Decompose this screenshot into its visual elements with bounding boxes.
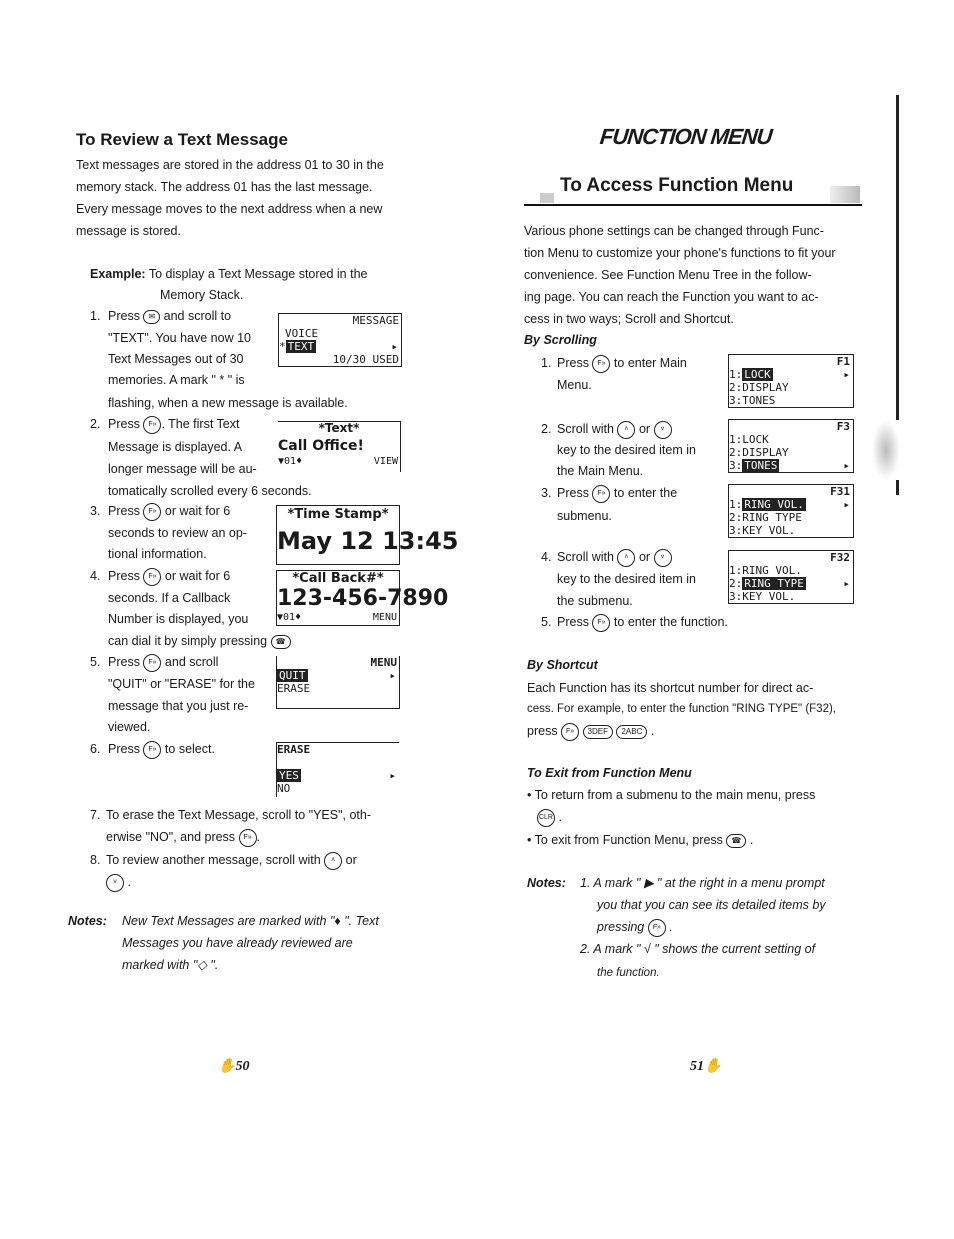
step-text: and scroll to — [163, 309, 232, 323]
lcd-submenu-f31 — [728, 484, 854, 538]
lcd-index: 1: — [729, 498, 743, 511]
scroll-up-key-icon: ˄ — [617, 421, 635, 439]
lcd-title: F1 — [836, 355, 850, 368]
lcd-line: 2:DISPLAY — [729, 446, 789, 459]
function-key-icon: F» — [143, 503, 161, 521]
new-mark-icon: ♦ — [295, 612, 302, 623]
lcd-softkey: MENU — [372, 612, 397, 623]
step-text: Press — [557, 356, 589, 370]
lcd-line: 3:KEY VOL. — [729, 590, 796, 603]
function-key-icon: F» — [143, 416, 161, 434]
lcd-line: 3:TONES — [729, 394, 776, 407]
step-text: or wait for 6 — [164, 569, 231, 583]
rstep-4-line: key to the desired item in — [557, 572, 696, 586]
lcd-line: 1:LOCK — [729, 433, 769, 446]
lcd-title: F31 — [830, 485, 850, 498]
step-5-line-1 — [108, 651, 218, 673]
rstep-1-line-1 — [557, 352, 687, 374]
lcd-line: 123-456-7890 — [277, 586, 449, 611]
rstep-2-number: 2. — [541, 422, 552, 436]
step-text: Press — [557, 486, 589, 500]
intro-line: memory stack. The address 01 has the last message. — [76, 180, 373, 194]
lcd-line: 1:RING VOL. — [729, 564, 802, 577]
step-5-line: "QUIT" or "ERASE" for the — [108, 677, 255, 691]
review-heading: To Review a Text Message — [76, 130, 288, 149]
step-1-line: flashing, when a new message is available. — [108, 396, 348, 410]
step-text: to enter Main — [613, 356, 687, 370]
right-arrow-icon: ▸ — [389, 669, 396, 682]
page-number-left — [218, 1058, 249, 1075]
key-3-icon: 3DEF — [583, 725, 613, 739]
by-shortcut-heading: By Shortcut — [527, 658, 598, 672]
lcd-line: NO — [277, 782, 291, 795]
function-key-icon: F» — [592, 485, 610, 503]
lcd-line: May 12 13:45 — [277, 527, 459, 555]
step-text: . The first Text — [161, 417, 240, 431]
note-line-3: pressing F» . — [597, 916, 673, 938]
step-2-number: 2. — [90, 417, 101, 431]
page-edge-shadow — [872, 420, 900, 480]
right-arrow-icon: ▸ — [843, 368, 850, 381]
lcd-line: 10/30 USED — [332, 353, 399, 366]
lcd-selected: TONES — [744, 459, 778, 472]
rstep-3-line: submenu. — [557, 509, 612, 523]
talk-key-icon: ☎ — [271, 635, 291, 649]
access-heading: To Access Function Menu — [560, 175, 794, 196]
step-2-line: Message is displayed. A — [108, 440, 243, 454]
example-label: Example: — [90, 267, 146, 281]
step-1-line: "TEXT". You have now 10 — [108, 331, 251, 345]
rstep-4-line: the submenu. — [557, 594, 633, 608]
intro-line: cess in two ways; Scroll and Shortcut. — [524, 312, 734, 326]
function-key-icon: F» — [592, 355, 610, 373]
lcd-line: 3:KEY VOL. — [729, 524, 796, 537]
page-number-right — [690, 1058, 721, 1075]
step-1-line: memories. A mark " * " is — [108, 373, 245, 387]
lcd-main-menu-f1 — [728, 354, 854, 408]
lcd-title: MESSAGE — [352, 314, 399, 327]
page-number-text: 51 — [690, 1059, 704, 1074]
lcd-line: 2:RING TYPE — [729, 511, 802, 524]
key-2-icon: 2ABC — [616, 725, 647, 739]
right-arrow-icon: ▸ — [843, 459, 850, 472]
heading-tab-right — [830, 186, 860, 203]
lcd-line: *Time Stamp* — [287, 507, 389, 522]
rstep-2-line: key to the desired item in — [557, 443, 696, 457]
step-text: or — [638, 550, 651, 564]
scroll-down-key-icon: ˅ — [654, 421, 672, 439]
lcd-quit-erase — [276, 656, 400, 709]
step-6-number: 6. — [90, 742, 101, 756]
step-text: to select. — [164, 742, 215, 756]
rstep-1-line: Menu. — [557, 378, 592, 392]
step-7-line-2 — [106, 826, 260, 848]
example-text: To display a Text Message stored in the — [148, 267, 368, 281]
exit-item-1-key: CLR . — [537, 806, 562, 828]
function-key-icon: F» — [648, 919, 666, 937]
lcd-selected: RING TYPE — [744, 577, 804, 590]
step-3-line: tional information. — [108, 547, 207, 561]
step-4-line-5 — [108, 630, 291, 652]
lcd-selected: QUIT — [279, 669, 306, 682]
page-number-text: 50 — [235, 1059, 250, 1074]
step-text: erwise "NO", and press — [106, 830, 236, 844]
step-text: Press — [108, 655, 140, 669]
scroll-down-key-icon: ˅ — [654, 549, 672, 567]
function-key-icon: F» — [561, 723, 579, 741]
step-1-line: Text Messages out of 30 — [108, 352, 244, 366]
lcd-index: 1: — [729, 368, 743, 381]
step-text: or — [638, 422, 651, 436]
exit-item-2: • To exit from Function Menu, press ☎ . — [527, 833, 754, 847]
example-text-2: Memory Stack. — [160, 288, 244, 302]
heading-tab-left — [540, 193, 554, 203]
shortcut-line-3: press F» 3DEF 2ABC . — [527, 720, 654, 742]
rstep-2-line: the Main Menu. — [557, 464, 644, 478]
rstep-5-line-1 — [557, 611, 728, 633]
step-text: press — [527, 724, 558, 738]
step-8-line-2: ˅ . — [106, 871, 131, 893]
intro-line: Text messages are stored in the address 01 to 30 in the — [76, 158, 384, 172]
note-line: the function. — [597, 967, 660, 979]
scroll-up-key-icon: ˄ — [324, 852, 342, 870]
lcd-call-back — [276, 570, 449, 626]
step-7-number: 7. — [90, 808, 101, 822]
rstep-2-line-1 — [557, 418, 672, 440]
step-4-line-1 — [108, 565, 230, 587]
shortcut-line: Each Function has its shortcut number for direct ac- — [527, 681, 814, 695]
shortcut-line: cess. For example, to enter the function "RING TYPE" (F32), — [527, 703, 836, 715]
antenna-icon: ▼ — [278, 456, 285, 467]
step-text: to enter the — [613, 486, 678, 500]
lcd-index: 2: — [729, 577, 743, 590]
step-text: pressing — [597, 920, 645, 934]
scroll-down-key-icon: ˅ — [106, 874, 124, 892]
lcd-erase-confirm — [276, 742, 399, 797]
function-key-icon: F» — [143, 654, 161, 672]
function-key-icon: F» — [239, 829, 257, 847]
step-text: Press — [108, 417, 140, 431]
notes-label: Notes: — [68, 914, 107, 928]
intro-line: ing page. You can reach the Function you want to ac- — [524, 290, 819, 304]
lcd-selected: LOCK — [744, 368, 771, 381]
right-arrow-icon: ▸ — [391, 340, 398, 353]
intro-line: convenience. See Function Menu Tree in the follow- — [524, 268, 812, 282]
lcd-line: VOICE — [285, 327, 319, 340]
step-text: Press — [108, 569, 140, 583]
lcd-softkey: VIEW — [373, 456, 398, 467]
new-mark-icon: ♦ — [296, 456, 303, 467]
step-text: Scroll with — [557, 550, 614, 564]
step-6-line-1 — [108, 738, 215, 760]
lcd-title: F3 — [836, 420, 850, 433]
lcd-main-menu-f3 — [728, 419, 854, 473]
exit-text: To return from a submenu to the main menu, press — [534, 788, 816, 802]
step-text: Scroll with — [557, 422, 614, 436]
rstep-4-line-1 — [557, 546, 672, 568]
step-2-line-1 — [108, 413, 239, 435]
lcd-title: F32 — [830, 551, 850, 564]
lcd-address: 01 — [283, 612, 296, 623]
step-5-line: message that you just re- — [108, 699, 249, 713]
step-text: Press — [108, 504, 140, 518]
access-intro — [524, 220, 869, 330]
by-scrolling-heading: By Scrolling — [524, 333, 597, 347]
lcd-title: MENU — [370, 656, 397, 669]
lcd-text-message — [278, 421, 401, 472]
exit-text: To exit from Function Menu, press — [534, 833, 723, 847]
hand-icon: ✋ — [218, 1059, 236, 1074]
message-key-icon: ✉ — [143, 310, 160, 324]
right-arrow-icon: ▸ — [843, 498, 850, 511]
step-4-number: 4. — [90, 569, 101, 583]
step-2-line: longer message will be au- — [108, 462, 257, 476]
lcd-selected: YES — [279, 769, 299, 782]
lcd-line: 2:DISPLAY — [729, 381, 789, 394]
note-line: 2. A mark " √ " shows the current setting of — [580, 942, 816, 956]
section-title: FUNCTION MENU — [598, 124, 773, 149]
lcd-title: ERASE — [277, 743, 311, 756]
note-line: New Text Messages are marked with "♦ ". Text — [122, 914, 379, 928]
lcd-submenu-f32 — [728, 550, 854, 604]
step-text: . — [256, 830, 261, 844]
step-5-number: 5. — [90, 655, 101, 669]
step-text: Press — [557, 615, 589, 629]
exit-item-1: • To return from a submenu to the main menu, press — [527, 788, 816, 802]
note-line: you that you can see its detailed items by — [597, 898, 826, 912]
step-1-line-1 — [108, 305, 231, 327]
intro-line: tion Menu to customize your phone's functions to fit your — [524, 246, 836, 260]
step-3-number: 3. — [90, 504, 101, 518]
exit-heading: To Exit from Function Menu — [527, 766, 692, 780]
step-3-line-1 — [108, 500, 230, 522]
step-4-line: Number is displayed, you — [108, 612, 249, 626]
lcd-selected: TEXT — [287, 340, 315, 353]
step-text: To review another message, scroll with — [106, 853, 321, 867]
step-8-number: 8. — [90, 853, 101, 867]
intro-line: message is stored. — [76, 224, 181, 238]
step-text: or — [345, 853, 357, 867]
step-text: Press — [108, 309, 140, 323]
note-line: marked with "◇ ". — [122, 958, 219, 972]
intro-line: Various phone settings can be changed through Func- — [524, 224, 824, 238]
notes-label: Notes: — [527, 876, 566, 890]
rstep-4-number: 4. — [541, 550, 552, 564]
step-3-line: seconds to review an op- — [108, 526, 247, 540]
step-text: Press — [108, 742, 140, 756]
step-8-line-1 — [106, 849, 357, 871]
example — [90, 263, 367, 285]
right-arrow-icon: ▸ — [389, 769, 396, 782]
step-2-line: tomatically scrolled every 6 seconds. — [108, 484, 312, 498]
step-text: can dial it by simply pressing — [108, 634, 268, 648]
scroll-up-key-icon: ˄ — [617, 549, 635, 567]
heading-rule — [524, 204, 862, 206]
step-7-line: To erase the Text Message, scroll to "YES", oth- — [106, 808, 372, 822]
review-intro — [76, 154, 416, 242]
lcd-line: *Call Back#* — [292, 571, 384, 586]
step-text: and scroll — [164, 655, 219, 669]
end-key-icon: ☎ — [726, 834, 746, 848]
rstep-1-number: 1. — [541, 356, 552, 370]
rstep-3-line-1 — [557, 482, 677, 504]
lcd-line: *Text* — [318, 421, 360, 435]
lcd-line: ERASE — [277, 682, 311, 695]
lcd-time-stamp — [276, 505, 459, 565]
antenna-icon: ▼ — [277, 612, 284, 623]
lcd-selected: RING VOL. — [744, 498, 804, 511]
function-key-icon: F» — [143, 568, 161, 586]
step-4-line: seconds. If a Callback — [108, 591, 231, 605]
step-5-line: viewed. — [108, 720, 151, 734]
note-line: 1. A mark " ▶ " at the right in a menu prompt — [580, 876, 825, 890]
function-key-icon: F» — [592, 614, 610, 632]
intro-line: Every message moves to the next address when a new — [76, 202, 383, 216]
rstep-3-number: 3. — [541, 486, 552, 500]
step-text: or wait for 6 — [164, 504, 231, 518]
lcd-address: 01 — [284, 456, 297, 467]
clear-key-icon: CLR — [537, 809, 555, 827]
right-arrow-icon: ▸ — [843, 577, 850, 590]
rstep-5-number: 5. — [541, 615, 552, 629]
lcd-index: 3: — [729, 459, 743, 472]
hand-icon: ✋ — [704, 1059, 722, 1074]
function-key-icon: F» — [143, 741, 161, 759]
note-line: Messages you have already reviewed are — [122, 936, 353, 950]
lcd-message-menu: MESSAGE VOICE * TEXT ▸ 10/30 USED — [278, 313, 402, 367]
step-1-number: 1. — [90, 309, 101, 323]
step-text: to enter the function. — [613, 615, 728, 629]
lcd-line: Call Office! — [278, 438, 364, 454]
